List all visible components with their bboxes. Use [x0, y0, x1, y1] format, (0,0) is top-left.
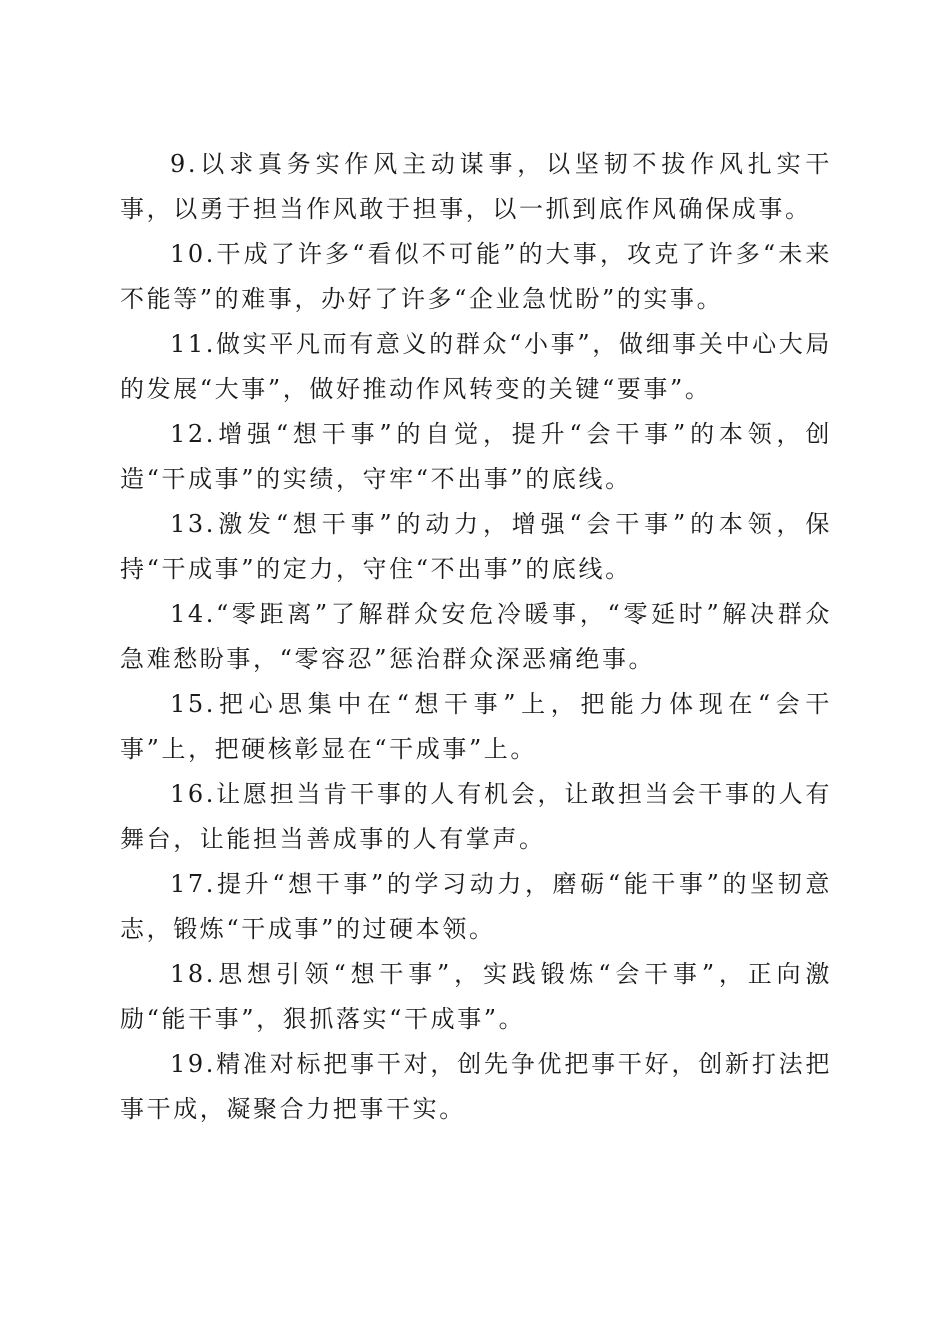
paragraph-12: 12.增强“想干事”的自觉，提升“会干事”的本领，创造“干成事”的实绩，守牢“不出事”的底线。 [120, 420, 832, 493]
paragraph-10: 10.干成了许多“看似不可能”的大事，攻克了许多“未来不能等”的难事，办好了许多“企业急忧盼”的实事。 [120, 240, 832, 313]
paragraph-17: 17.提升“想干事”的学习动力，磨砺“能干事”的坚韧意志，锻炼“干成事”的过硬本领。 [120, 870, 832, 943]
paragraph-9: 9.以求真务实作风主动谋事，以坚韧不拔作风扎实干事，以勇于担当作风敢于担事，以一抓到底作风确保成事。 [120, 150, 832, 223]
paragraph-18: 18.思想引领“想干事”，实践锻炼“会干事”，正向激励“能干事”，狠抓落实“干成事”。 [120, 960, 832, 1033]
paragraph-19: 19.精准对标把事干对，创先争优把事干好，创新打法把事干成，凝聚合力把事干实。 [120, 1050, 832, 1123]
paragraph-14: 14.“零距离”了解群众安危冷暖事，“零延时”解决群众急难愁盼事，“零容忍”惩治群众深恶痛绝事。 [120, 600, 832, 673]
paragraph-11: 11.做实平凡而有意义的群众“小事”，做细事关中心大局的发展“大事”，做好推动作风转变的关键“要事”。 [120, 330, 832, 403]
paragraph-15: 15.把心思集中在“想干事”上，把能力体现在“会干事”上，把硬核彰显在“干成事”上。 [120, 690, 832, 763]
paragraph-13: 13.激发“想干事”的动力，增强“会干事”的本领，保持“干成事”的定力，守住“不出事”的底线。 [120, 510, 832, 583]
paragraph-16: 16.让愿担当肯干事的人有机会，让敢担当会干事的人有舞台，让能担当善成事的人有掌声。 [120, 780, 832, 853]
document-body [120, 142, 832, 1132]
